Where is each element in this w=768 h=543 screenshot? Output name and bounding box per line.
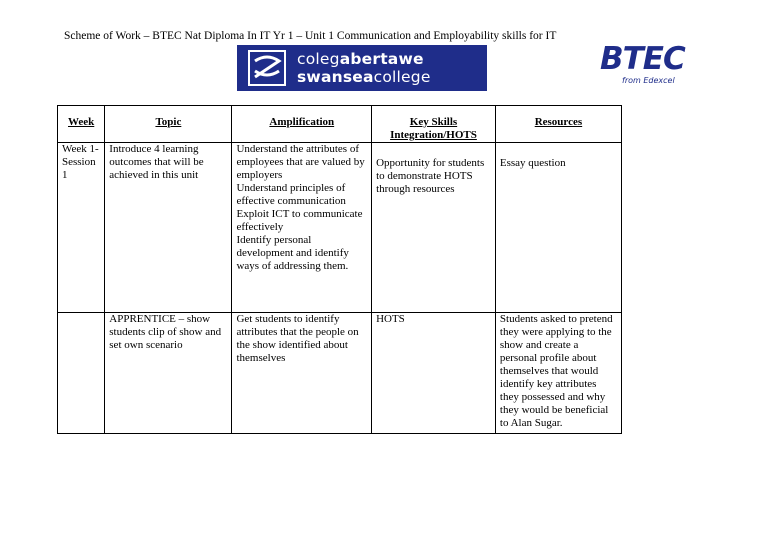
college-logo bbox=[237, 45, 487, 91]
cell-amplification: Understand the attributes of employees that are valued by employers Understand principles of effective communication Exploit ICT to communicate effectively Identify personal development and identify ways of addressing them. bbox=[232, 143, 372, 313]
header-topic: Topic bbox=[105, 106, 232, 143]
table-row bbox=[58, 313, 622, 434]
table-row bbox=[58, 143, 622, 313]
table-header-row bbox=[58, 106, 622, 143]
scheme-of-work-table bbox=[57, 105, 622, 434]
header-key-skills: Key Skills Integration/HOTS bbox=[372, 106, 496, 143]
cell-key-skills: HOTS bbox=[372, 313, 496, 434]
cell-week bbox=[58, 313, 105, 434]
header-resources: Resources bbox=[495, 106, 621, 143]
header-amplification: Amplification bbox=[232, 106, 372, 143]
btec-logo: BTEC from Edexcel bbox=[600, 41, 685, 85]
cell-resources: Students asked to pretend they were applying to the show and create a personal profile about themselves that would identify key attributes they possessed and why they would be beneficial to Alan Sugar. bbox=[495, 313, 621, 434]
college-emblem-icon bbox=[247, 49, 287, 87]
page-header: Scheme of Work – BTEC Nat Diploma In IT Yr 1 – Unit 1 Communication and Employability skills for IT bbox=[64, 30, 557, 42]
cell-resources: Essay question bbox=[495, 143, 621, 313]
cell-amplification: Get students to identify attributes that the people on the show identified about themselves bbox=[232, 313, 372, 434]
cell-topic: APPRENTICE – show students clip of show and set own scenario bbox=[105, 313, 232, 434]
header-week: Week bbox=[58, 106, 105, 143]
cell-week: Week 1- Session 1 bbox=[58, 143, 105, 313]
cell-key-skills: Opportunity for students to demonstrate HOTS through resources bbox=[372, 143, 496, 313]
cell-topic: Introduce 4 learning outcomes that will be achieved in this unit bbox=[105, 143, 232, 313]
college-name: colegabertawe swanseacollege bbox=[297, 50, 431, 86]
